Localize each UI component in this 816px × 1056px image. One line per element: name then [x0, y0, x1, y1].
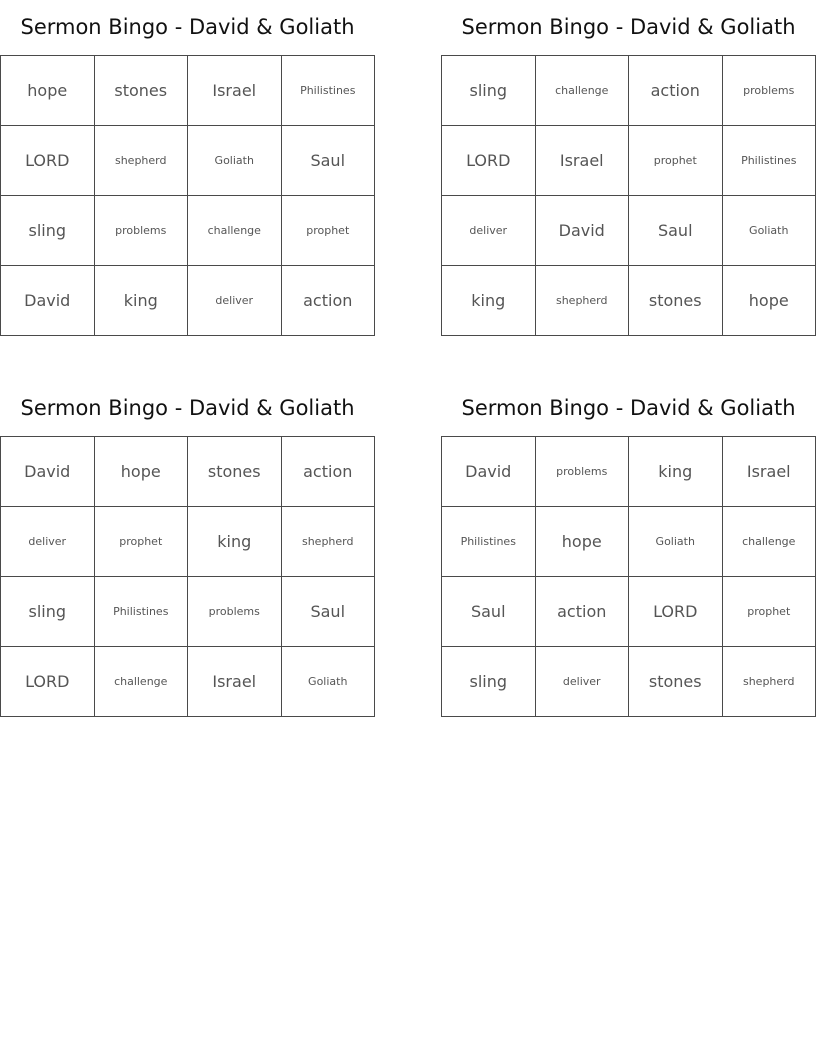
bingo-cell: king	[442, 266, 536, 336]
bingo-cell: shepherd	[95, 126, 189, 196]
card-title: Sermon Bingo - David & Goliath	[20, 396, 355, 420]
bingo-cell: Philistines	[723, 126, 816, 196]
bingo-cell: prophet	[629, 126, 723, 196]
bingo-grid	[0, 436, 375, 717]
bingo-cell: deliver	[536, 647, 630, 717]
bingo-cell: Philistines	[282, 56, 376, 126]
bingo-cell: Israel	[723, 437, 816, 507]
bingo-card-1	[0, 0, 375, 336]
bingo-cell: prophet	[95, 507, 189, 577]
bingo-cell: action	[536, 577, 630, 647]
bingo-cell: prophet	[282, 196, 376, 266]
bingo-cell: LORD	[1, 647, 95, 717]
bingo-cell: sling	[442, 56, 536, 126]
bingo-card-2	[441, 0, 816, 336]
bingo-cell: action	[629, 56, 723, 126]
bingo-cell: Goliath	[723, 196, 816, 266]
bingo-grid	[0, 55, 375, 336]
bingo-cell: action	[282, 266, 376, 336]
bingo-cell: Philistines	[442, 507, 536, 577]
bingo-cell: prophet	[723, 577, 816, 647]
bingo-cell: Saul	[629, 196, 723, 266]
bingo-cell: LORD	[1, 126, 95, 196]
bingo-card-3	[0, 381, 375, 717]
bingo-cell: stones	[629, 647, 723, 717]
bingo-cell: hope	[536, 507, 630, 577]
bingo-cell: Saul	[442, 577, 536, 647]
bingo-cell: LORD	[629, 577, 723, 647]
bingo-cell: king	[629, 437, 723, 507]
bingo-cell: Israel	[188, 56, 282, 126]
bingo-cell: problems	[536, 437, 630, 507]
card-title: Sermon Bingo - David & Goliath	[20, 15, 355, 39]
bingo-cell: hope	[95, 437, 189, 507]
bingo-cell: David	[536, 196, 630, 266]
bingo-grid	[441, 436, 816, 717]
card-title: Sermon Bingo - David & Goliath	[461, 396, 796, 420]
bingo-cell: LORD	[442, 126, 536, 196]
bingo-cell: king	[95, 266, 189, 336]
bingo-cell: shepherd	[536, 266, 630, 336]
bingo-cell: problems	[95, 196, 189, 266]
bingo-cell: challenge	[95, 647, 189, 717]
bingo-cell: stones	[95, 56, 189, 126]
bingo-cell: king	[188, 507, 282, 577]
bingo-cell: hope	[723, 266, 816, 336]
card-title: Sermon Bingo - David & Goliath	[461, 15, 796, 39]
bingo-cell: sling	[442, 647, 536, 717]
bingo-cell: Saul	[282, 126, 376, 196]
bingo-card-4	[441, 381, 816, 717]
bingo-cell: problems	[723, 56, 816, 126]
bingo-cell: sling	[1, 577, 95, 647]
bingo-cell: action	[282, 437, 376, 507]
bingo-cell: David	[1, 266, 95, 336]
bingo-grid	[441, 55, 816, 336]
bingo-cell: sling	[1, 196, 95, 266]
bingo-cell: Israel	[536, 126, 630, 196]
bingo-cell: stones	[629, 266, 723, 336]
bingo-cell: challenge	[536, 56, 630, 126]
bingo-cell: challenge	[188, 196, 282, 266]
bingo-cell: challenge	[723, 507, 816, 577]
bingo-cell: Philistines	[95, 577, 189, 647]
bingo-cell: problems	[188, 577, 282, 647]
bingo-cell: shepherd	[282, 507, 376, 577]
bingo-cell: deliver	[1, 507, 95, 577]
bingo-cell: hope	[1, 56, 95, 126]
bingo-cell: David	[442, 437, 536, 507]
bingo-cell: deliver	[188, 266, 282, 336]
bingo-cell: deliver	[442, 196, 536, 266]
bingo-cell: shepherd	[723, 647, 816, 717]
bingo-cell: David	[1, 437, 95, 507]
bingo-cell: Goliath	[629, 507, 723, 577]
bingo-cell: Saul	[282, 577, 376, 647]
bingo-cell: Goliath	[282, 647, 376, 717]
bingo-cell: Israel	[188, 647, 282, 717]
bingo-cell: stones	[188, 437, 282, 507]
bingo-cell: Goliath	[188, 126, 282, 196]
